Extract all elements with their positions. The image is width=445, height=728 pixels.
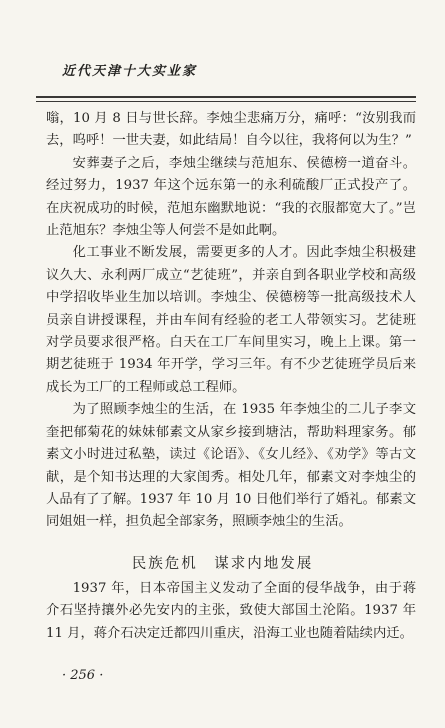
body-text-after-heading — [46, 578, 416, 645]
paragraph-1: 嗡，10 月 8 日与世长辞。李烛尘悲痛万分，痛呼：“汝别我而去，呜呼！一世夫妻，如此结局！自今以往，我将何以为生？” — [46, 111, 416, 149]
paragraph-3: 化工事业不断发展，需要更多的人才。因此李烛尘积极建议久大、永利两厂成立“艺徒班”，并亲自到各职业学校和高级中学招收毕业生加以培训。李烛尘、侯德榜等一批高级技术人员亲自讲授课程，并由车间有经验的老工人带领实习。艺徒班对学员要求很严格。白天在工厂车间里实习，晚上上课。第一期艺徒班于 1934 年开学，学习三年。有不少艺徒班学员后来成长为工厂的工程师或总工程师。 — [46, 245, 416, 395]
header-rule-thin — [36, 101, 416, 102]
body-text — [46, 108, 416, 534]
running-header: 近代天津十大实业家 — [62, 64, 198, 79]
paragraph-5: 1937 年，日本帝国主义发动了全面的侵华战争，由于蒋介石坚持攘外必先安内的主张，致使大部国土沦陷。1937 年 11 月，蒋介石决定迁都四川重庆，沿海工业也随着陆续内迁。 — [46, 581, 416, 641]
page-number: · 256 · — [62, 668, 104, 683]
paragraph-4: 为了照顾李烛尘的生活，在 1935 年李烛尘的二儿子李文奎把郁菊花的妹妹郁素文从家乡接到塘沽，帮助料理家务。郁素文小时进过私塾，读过《论语》、《女儿经》、《劝学》等古文献，是个知书达理的大家闺秀。相处几年，郁素文对李烛尘的人品有了了解。1937 年 10 月 10 日他们举行了婚礼。郁素文同姐姐一样，担负起全部家务，照顾李烛尘的生活。 — [46, 402, 416, 530]
header-rule-thick — [36, 96, 416, 98]
section-heading: 民族危机 谋求内地发展 — [131, 556, 314, 572]
paragraph-2: 安葬妻子之后，李烛尘继续与范旭东、侯德榜一道奋斗。经过努力，1937 年这个远东第一的永利硫酸厂正式投产了。在庆祝成功的时候，范旭东幽默地说：“我的衣服都宽大了。”岂止范旭东？李烛尘等人何尝不是如此啊。 — [46, 155, 416, 239]
